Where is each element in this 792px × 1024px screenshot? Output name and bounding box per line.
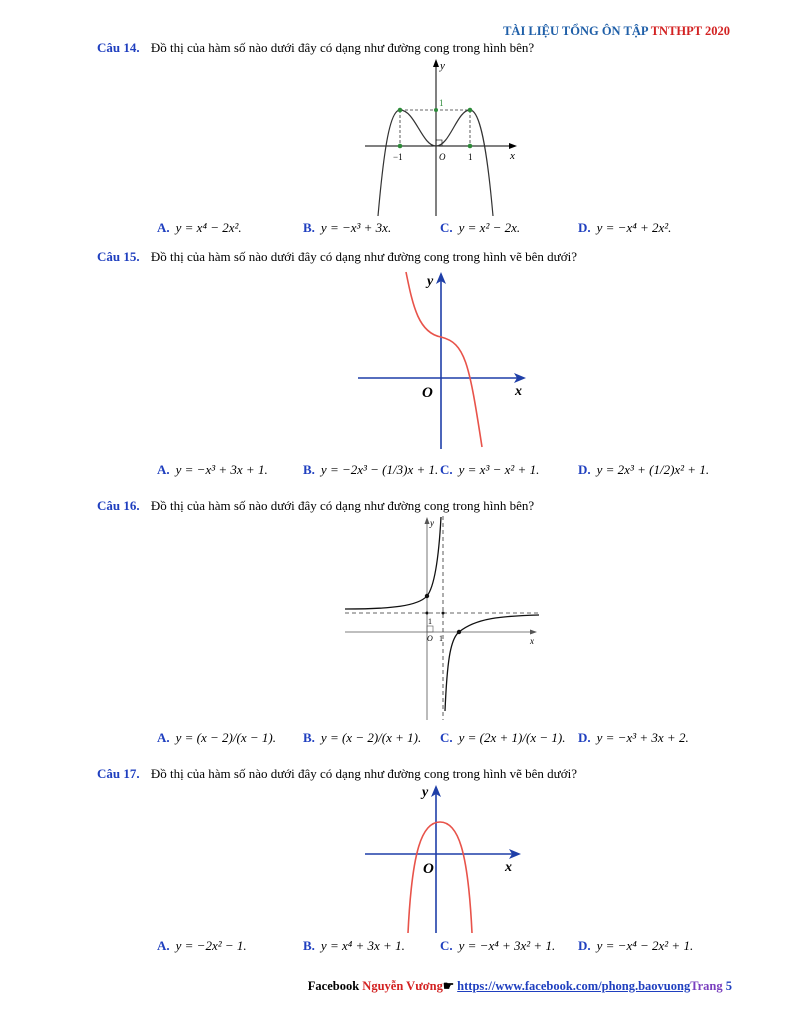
question-14-graph [360,58,530,218]
question-text: Đồ thị của hàm số nào dưới đây có dạng như đường cong trong hình vẽ bên dưới? [150,249,577,264]
option-b[interactable]: B. y = (x − 2)/(x + 1). [303,730,422,745]
option-b[interactable]: B. y = x⁴ + 3x + 1. [303,938,405,953]
question-15-graph [355,267,535,452]
question-number: Câu 15. [97,249,140,264]
question-16-graph [342,514,542,720]
point [468,108,473,113]
tick-label-x-1: 1 [439,634,443,643]
question-text: Đồ thị của hàm số nào dưới đây có dạng như đường cong trong hình bên? [150,40,535,55]
tick-label-neg-1: −1 [393,152,403,162]
point [442,612,445,615]
y-axis-label: y [422,785,429,800]
author-name: Nguyễn Vương [362,979,443,993]
origin-label: O [439,152,446,162]
origin-label: O [422,385,433,401]
x-axis-arrow [509,143,517,149]
y-axis-label: y [427,274,434,289]
option-d[interactable]: D. y = −x⁴ − 2x² + 1. [578,938,694,953]
x-axis-label: x [530,636,534,646]
option-b[interactable]: B. y = −2x³ − (1/3)x + 1. [303,462,439,477]
option-d[interactable]: D. y = 2x³ + (1/2)x² + 1. [578,462,710,477]
point [426,612,429,615]
option-a[interactable]: A. y = −2x² − 1. [157,938,247,953]
page-header [503,24,730,39]
x-axis-label: x [505,860,512,875]
question-number: Câu 17. [97,766,140,781]
point [457,630,461,634]
y-axis-label: y [430,518,434,528]
option-a[interactable]: A. y = −x³ + 3x + 1. [157,462,268,477]
option-a[interactable]: A. y = (x − 2)/(x − 1). [157,730,276,745]
question-15-stem [97,249,577,265]
right-angle-mark [427,626,433,632]
header-exam: TNTHPT 2020 [650,24,730,38]
tick-label-1: 1 [468,152,473,162]
header-title: TÀI LIỆU TỔNG ÔN TẬP [503,24,651,38]
parabola-curve [408,822,472,933]
page-number: 5 [725,979,732,993]
x-axis-arrow [530,630,537,635]
y-axis-arrow [425,517,430,524]
origin-label: O [423,861,434,877]
option-c[interactable]: C. y = (2x + 1)/(x − 1). [440,730,566,745]
question-text: Đồ thị của hàm số nào dưới đây có dạng như đường cong trong hình vẽ bên dưới? [150,766,577,781]
option-c[interactable]: C. y = x² − 2x. [440,220,521,235]
point [398,144,403,149]
y-tick-label: 1 [439,98,444,108]
facebook-link[interactable]: https://www.facebook.com/phong.baovuong [457,979,691,993]
point [434,108,438,112]
point [398,108,403,113]
tick-label-y-1: 1 [428,617,432,626]
x-axis-label: x [515,384,522,399]
hand-icon: ☛ [442,979,458,993]
option-d[interactable]: D. y = −x⁴ + 2x². [578,220,672,235]
question-14-stem [97,40,534,56]
question-16-stem [97,498,534,514]
option-b[interactable]: B. y = −x³ + 3x. [303,220,392,235]
option-c[interactable]: C. y = x³ − x² + 1. [440,462,540,477]
option-d[interactable]: D. y = −x³ + 3x + 2. [578,730,689,745]
point [468,144,473,149]
origin-label: O [427,634,433,643]
question-number: Câu 16. [97,498,140,513]
point [425,594,429,598]
page-footer [308,978,732,994]
y-axis-label: y [440,60,445,72]
footer-prefix: Facebook [307,979,363,993]
y-axis-arrow [433,59,439,67]
hyperbola-right-branch [445,615,539,711]
cubic-curve [406,272,482,447]
question-17-graph [360,780,535,935]
x-axis-label: x [510,150,515,162]
option-a[interactable]: A. y = x⁴ − 2x². [157,220,242,235]
option-c[interactable]: C. y = −x⁴ + 3x² + 1. [440,938,556,953]
question-text: Đồ thị của hàm số nào dưới đây có dạng như đường cong trong hình bên? [150,498,535,513]
question-number: Câu 14. [97,40,140,55]
page-label: Trang [690,979,726,993]
